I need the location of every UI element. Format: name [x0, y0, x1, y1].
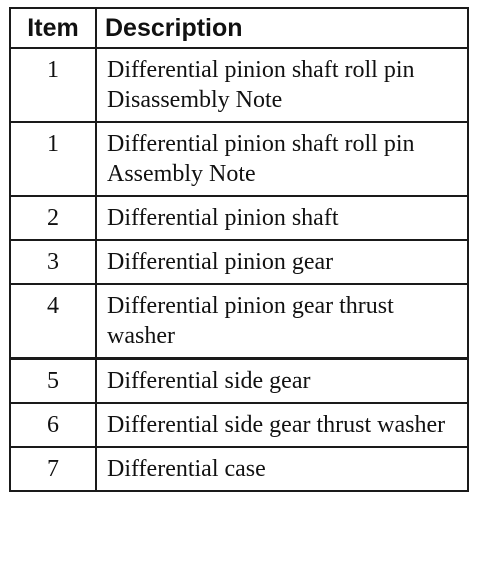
description-column-header: Description	[96, 8, 468, 48]
description-text: Differential pinion shaft roll pin	[107, 57, 415, 83]
description-text: Differential side gear	[107, 368, 311, 394]
parts-table	[9, 7, 469, 492]
description-cell	[96, 48, 468, 122]
table-row	[10, 122, 468, 196]
note-link: Disassembly Note	[107, 87, 283, 113]
description-text: Differential side gear thrust washer	[107, 412, 446, 438]
item-number: 3	[10, 240, 96, 284]
item-number: 6	[10, 403, 96, 447]
item-number: 7	[10, 447, 96, 491]
description-cell	[96, 284, 468, 359]
description-text: Differential pinion gear thrust washer	[107, 293, 394, 349]
item-number: 4	[10, 284, 96, 359]
table-row	[10, 48, 468, 122]
header-row	[10, 8, 468, 48]
description-cell	[96, 196, 468, 240]
item-column-header: Item	[10, 8, 96, 48]
item-number: 5	[10, 359, 96, 404]
item-number: 2	[10, 196, 96, 240]
table-body	[10, 48, 468, 491]
description-cell	[96, 122, 468, 196]
description-cell	[96, 240, 468, 284]
description-text: Differential case	[107, 456, 266, 482]
table-row	[10, 284, 468, 359]
item-number: 1	[10, 122, 96, 196]
table-row	[10, 359, 468, 404]
table-row	[10, 196, 468, 240]
item-number: 1	[10, 48, 96, 122]
table-row	[10, 240, 468, 284]
description-text: Differential pinion gear	[107, 249, 334, 275]
description-cell	[96, 447, 468, 491]
description-cell	[96, 403, 468, 447]
description-text: Differential pinion shaft roll pin	[107, 131, 415, 157]
table-header	[10, 8, 468, 48]
description-text: Differential pinion shaft	[107, 205, 339, 231]
table-row	[10, 403, 468, 447]
note-link: Assembly Note	[107, 161, 256, 187]
description-cell	[96, 359, 468, 404]
table-row	[10, 447, 468, 491]
